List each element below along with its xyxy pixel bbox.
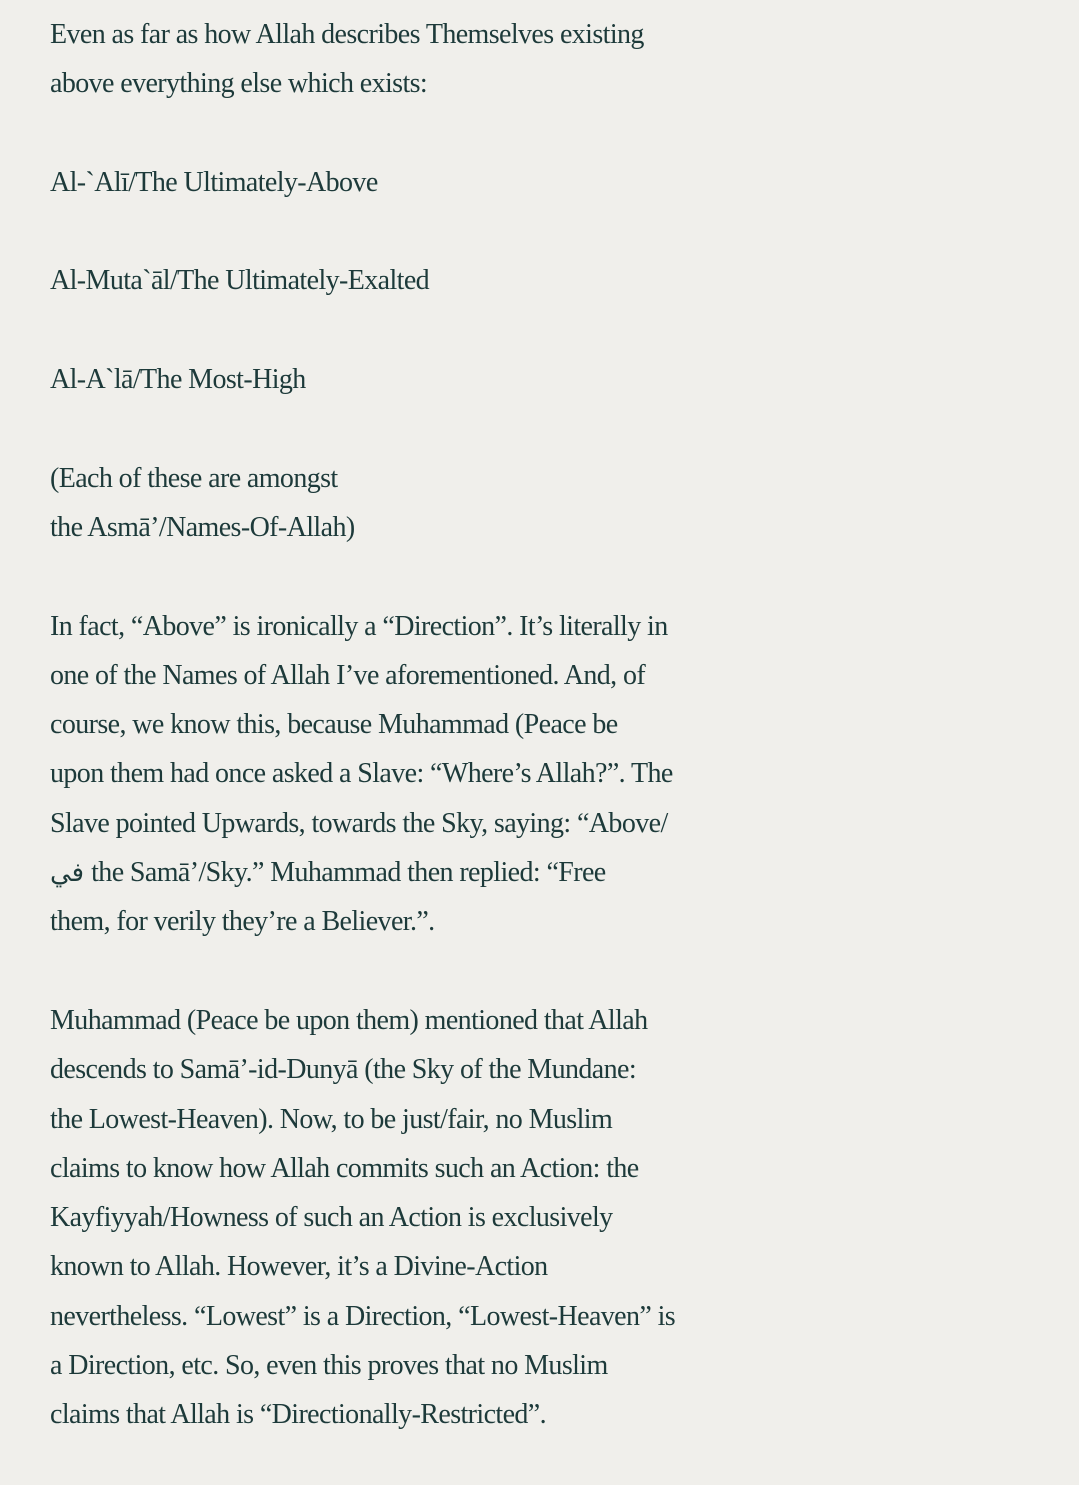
- text-line: nevertheless. “Lowest” is a Direction, “Lowest-Heaven” is: [50, 1300, 676, 1332]
- text-line: Slave pointed Upwards, towards the Sky, saying: “Above/: [50, 807, 668, 839]
- name-al-mutaal: [50, 256, 810, 305]
- paragraph-above-direction: [50, 602, 810, 947]
- text-line: Al-A`lā/The Most-High: [50, 364, 306, 396]
- text-line: Even as far as how Allah describes Themselves existing: [50, 19, 644, 50]
- arabic-word: في: [50, 858, 85, 889]
- text-line: descends to Samā’-id-Dunyā (the Sky of the Mundane:: [50, 1054, 637, 1086]
- paragraph-asma-note: [50, 454, 810, 553]
- paragraph-gap: [50, 552, 810, 601]
- text-line: claims that Allah is “Directionally-Restricted”.: [50, 1399, 547, 1431]
- text-line: known to Allah. However, it’s a Divine-Action: [50, 1251, 548, 1283]
- text-line: above everything else which exists:: [50, 68, 428, 100]
- paragraph-gap: [50, 207, 810, 256]
- text-line: In fact, “Above” is ironically a “Direction”. It’s literally in: [50, 610, 668, 642]
- paragraph-intro: [50, 10, 810, 109]
- text-line: one of the Names of Allah I’ve aforementioned. And, of: [50, 659, 646, 691]
- paragraph-gap: [50, 947, 810, 996]
- text-line: the Asmā’/Names-Of-Allah): [50, 511, 355, 543]
- text-line: Al-`Alī/The Ultimately-Above: [50, 166, 378, 198]
- paragraph-lowest-heaven: [50, 996, 810, 1440]
- paragraph-gap: [50, 306, 810, 355]
- text-fragment: the Samā’/Sky.” Muhammad then replied: “Free: [91, 857, 606, 889]
- text-line: Muhammad (Peace be upon them) mentioned that Allah: [50, 1004, 648, 1036]
- text-line: upon them had once asked a Slave: “Where’s Allah?”. The: [50, 758, 673, 790]
- paragraph-gap: [50, 404, 810, 453]
- name-al-ala: [50, 355, 810, 404]
- text-line-with-arabic: [50, 848, 810, 897]
- text-line: Kayfiyyah/Howness of such an Action is exclusively: [50, 1202, 613, 1234]
- text-line: Al-Muta`āl/The Ultimately-Exalted: [50, 265, 430, 297]
- paragraph-gap: [50, 109, 810, 158]
- text-line: course, we know this, because Muhammad (Peace be: [50, 709, 618, 741]
- text-line: claims to know how Allah commits such an Action: the: [50, 1152, 639, 1184]
- text-line: the Lowest-Heaven). Now, to be just/fair, no Muslim: [50, 1103, 613, 1135]
- text-line: a Direction, etc. So, even this proves that no Muslim: [50, 1350, 608, 1382]
- name-al-ali: [50, 158, 810, 207]
- text-line: (Each of these are amongst: [50, 462, 338, 494]
- text-line: them, for verily they’re a Believer.”.: [50, 906, 435, 938]
- article-body: [50, 10, 810, 1440]
